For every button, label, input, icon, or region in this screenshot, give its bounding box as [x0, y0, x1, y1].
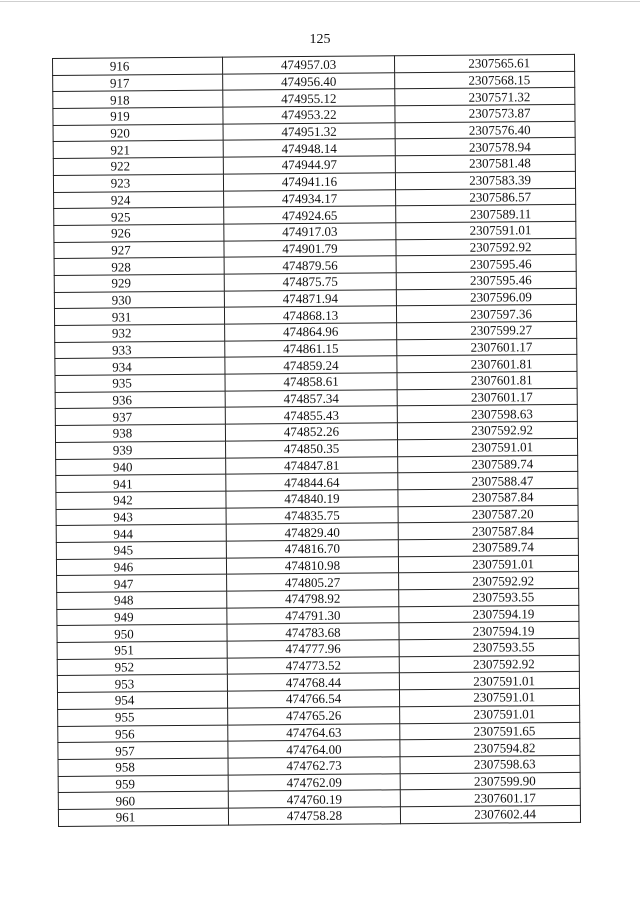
point-number-cell: 942	[56, 491, 226, 509]
table-row	[58, 805, 580, 826]
y-coordinate-cell: 2307591.01	[398, 555, 578, 573]
point-number-cell: 952	[57, 658, 227, 676]
x-coordinate-cell: 474957.03	[222, 56, 394, 74]
x-coordinate-cell: 474777.96	[227, 640, 399, 658]
point-number-cell: 924	[54, 191, 224, 209]
y-coordinate-cell: 2307587.84	[398, 488, 578, 506]
x-coordinate-cell: 474764.63	[228, 723, 400, 741]
x-coordinate-cell: 474956.40	[223, 72, 395, 90]
x-coordinate-cell: 474805.27	[227, 573, 399, 591]
x-coordinate-cell: 474857.34	[225, 390, 397, 408]
y-coordinate-cell: 2307565.61	[394, 54, 574, 72]
x-coordinate-cell: 474864.96	[225, 323, 397, 341]
y-coordinate-cell: 2307576.40	[395, 121, 575, 139]
point-number-cell: 940	[56, 458, 226, 476]
y-coordinate-cell: 2307592.92	[397, 422, 577, 440]
point-number-cell: 932	[55, 324, 225, 342]
y-coordinate-cell: 2307568.15	[395, 71, 575, 89]
point-number-cell: 938	[55, 424, 225, 442]
point-number-cell: 919	[53, 107, 223, 125]
y-coordinate-cell: 2307601.17	[397, 388, 577, 406]
y-coordinate-cell: 2307593.55	[399, 638, 579, 656]
y-coordinate-cell: 2307592.92	[396, 238, 576, 256]
point-number-cell: 925	[54, 207, 224, 225]
x-coordinate-cell: 474875.75	[224, 273, 396, 291]
y-coordinate-cell: 2307587.20	[398, 505, 578, 523]
point-number-cell: 945	[56, 541, 226, 559]
y-coordinate-cell: 2307594.19	[399, 622, 579, 640]
x-coordinate-cell: 474868.13	[224, 306, 396, 324]
point-number-cell: 939	[56, 441, 226, 459]
point-number-cell: 946	[56, 558, 226, 576]
x-coordinate-cell: 474791.30	[227, 606, 399, 624]
point-number-cell: 923	[53, 174, 223, 192]
y-coordinate-cell: 2307595.46	[396, 271, 576, 289]
y-coordinate-cell: 2307598.63	[400, 755, 580, 773]
point-number-cell: 957	[58, 741, 228, 759]
x-coordinate-cell: 474783.68	[227, 623, 399, 641]
y-coordinate-cell: 2307601.81	[397, 371, 577, 389]
y-coordinate-cell: 2307594.82	[400, 739, 580, 757]
coordinates-table	[52, 54, 581, 827]
point-number-cell: 944	[56, 524, 226, 542]
x-coordinate-cell: 474850.35	[226, 440, 398, 458]
point-number-cell: 918	[53, 91, 223, 109]
point-number-cell: 933	[55, 341, 225, 359]
x-coordinate-cell: 474879.56	[224, 256, 396, 274]
x-coordinate-cell: 474948.14	[223, 139, 395, 157]
x-coordinate-cell: 474955.12	[223, 89, 395, 107]
point-number-cell: 947	[57, 574, 227, 592]
x-coordinate-cell: 474764.00	[228, 740, 400, 758]
point-number-cell: 958	[58, 758, 228, 776]
top-edge-rule	[0, 1, 640, 2]
point-number-cell: 928	[54, 257, 224, 275]
y-coordinate-cell: 2307601.81	[397, 355, 577, 373]
x-coordinate-cell: 474847.81	[226, 456, 398, 474]
point-number-cell: 960	[58, 791, 228, 809]
x-coordinate-cell: 474855.43	[225, 406, 397, 424]
y-coordinate-cell: 2307601.17	[400, 789, 580, 807]
x-coordinate-cell: 474901.79	[224, 239, 396, 257]
y-coordinate-cell: 2307589.11	[396, 205, 576, 223]
x-coordinate-cell: 474852.26	[225, 423, 397, 441]
point-number-cell: 961	[58, 808, 228, 826]
x-coordinate-cell: 474835.75	[226, 506, 398, 524]
point-number-cell: 955	[58, 708, 228, 726]
point-number-cell: 948	[57, 591, 227, 609]
point-number-cell: 935	[55, 374, 225, 392]
x-coordinate-cell: 474840.19	[226, 490, 398, 508]
y-coordinate-cell: 2307599.90	[400, 772, 580, 790]
y-coordinate-cell: 2307583.39	[395, 171, 575, 189]
y-coordinate-cell: 2307589.74	[398, 455, 578, 473]
point-number-cell: 921	[53, 141, 223, 159]
x-coordinate-cell: 474765.26	[228, 707, 400, 725]
y-coordinate-cell: 2307573.87	[395, 104, 575, 122]
point-number-cell: 956	[58, 725, 228, 743]
y-coordinate-cell: 2307581.48	[395, 155, 575, 173]
point-number-cell: 916	[53, 57, 223, 75]
x-coordinate-cell: 474871.94	[224, 289, 396, 307]
x-coordinate-cell: 474953.22	[223, 106, 395, 124]
x-coordinate-cell: 474762.09	[228, 773, 400, 791]
x-coordinate-cell: 474810.98	[226, 556, 398, 574]
x-coordinate-cell: 474861.15	[225, 339, 397, 357]
point-number-cell: 920	[53, 124, 223, 142]
x-coordinate-cell: 474773.52	[227, 657, 399, 675]
point-number-cell: 926	[54, 224, 224, 242]
point-number-cell: 927	[54, 241, 224, 259]
x-coordinate-cell: 474859.24	[225, 356, 397, 374]
x-coordinate-cell: 474798.92	[227, 590, 399, 608]
x-coordinate-cell: 474758.28	[228, 807, 400, 825]
x-coordinate-cell: 474768.44	[227, 673, 399, 691]
x-coordinate-cell: 474941.16	[223, 173, 395, 191]
point-number-cell: 951	[57, 641, 227, 659]
coordinates-table-container	[52, 54, 580, 827]
y-coordinate-cell: 2307592.92	[399, 655, 579, 673]
x-coordinate-cell: 474858.61	[225, 373, 397, 391]
y-coordinate-cell: 2307599.27	[397, 321, 577, 339]
y-coordinate-cell: 2307588.47	[398, 472, 578, 490]
y-coordinate-cell: 2307597.36	[396, 305, 576, 323]
y-coordinate-cell: 2307591.01	[400, 705, 580, 723]
x-coordinate-cell: 474924.65	[224, 206, 396, 224]
point-number-cell: 954	[57, 691, 227, 709]
point-number-cell: 917	[53, 74, 223, 92]
x-coordinate-cell: 474829.40	[226, 523, 398, 541]
y-coordinate-cell: 2307594.19	[399, 605, 579, 623]
y-coordinate-cell: 2307591.65	[400, 722, 580, 740]
x-coordinate-cell: 474760.19	[228, 790, 400, 808]
point-number-cell: 949	[57, 608, 227, 626]
x-coordinate-cell: 474951.32	[223, 123, 395, 141]
point-number-cell: 922	[53, 157, 223, 175]
point-number-cell: 943	[56, 508, 226, 526]
page-number: 125	[309, 32, 331, 47]
point-number-cell: 929	[54, 274, 224, 292]
y-coordinate-cell: 2307587.84	[398, 522, 578, 540]
point-number-cell: 959	[58, 775, 228, 793]
y-coordinate-cell: 2307591.01	[396, 221, 576, 239]
x-coordinate-cell: 474816.70	[226, 540, 398, 558]
point-number-cell: 941	[56, 474, 226, 492]
y-coordinate-cell: 2307578.94	[395, 138, 575, 156]
y-coordinate-cell: 2307592.92	[399, 572, 579, 590]
y-coordinate-cell: 2307591.01	[399, 672, 579, 690]
y-coordinate-cell: 2307571.32	[395, 88, 575, 106]
point-number-cell: 930	[54, 291, 224, 309]
y-coordinate-cell: 2307602.44	[400, 805, 580, 823]
point-number-cell: 934	[55, 358, 225, 376]
x-coordinate-cell: 474934.17	[224, 189, 396, 207]
y-coordinate-cell: 2307601.17	[397, 338, 577, 356]
y-coordinate-cell: 2307589.74	[398, 538, 578, 556]
x-coordinate-cell: 474766.54	[227, 690, 399, 708]
point-number-cell: 953	[57, 675, 227, 693]
y-coordinate-cell: 2307591.01	[398, 438, 578, 456]
y-coordinate-cell: 2307596.09	[396, 288, 576, 306]
y-coordinate-cell: 2307593.55	[399, 588, 579, 606]
y-coordinate-cell: 2307595.46	[396, 255, 576, 273]
x-coordinate-cell: 474917.03	[224, 223, 396, 241]
point-number-cell: 931	[54, 307, 224, 325]
coordinates-table-body	[53, 54, 581, 826]
point-number-cell: 937	[55, 408, 225, 426]
x-coordinate-cell: 474944.97	[223, 156, 395, 174]
x-coordinate-cell: 474762.73	[228, 757, 400, 775]
x-coordinate-cell: 474844.64	[226, 473, 398, 491]
y-coordinate-cell: 2307591.01	[399, 689, 579, 707]
point-number-cell: 936	[55, 391, 225, 409]
y-coordinate-cell: 2307598.63	[397, 405, 577, 423]
point-number-cell: 950	[57, 625, 227, 643]
y-coordinate-cell: 2307586.57	[396, 188, 576, 206]
